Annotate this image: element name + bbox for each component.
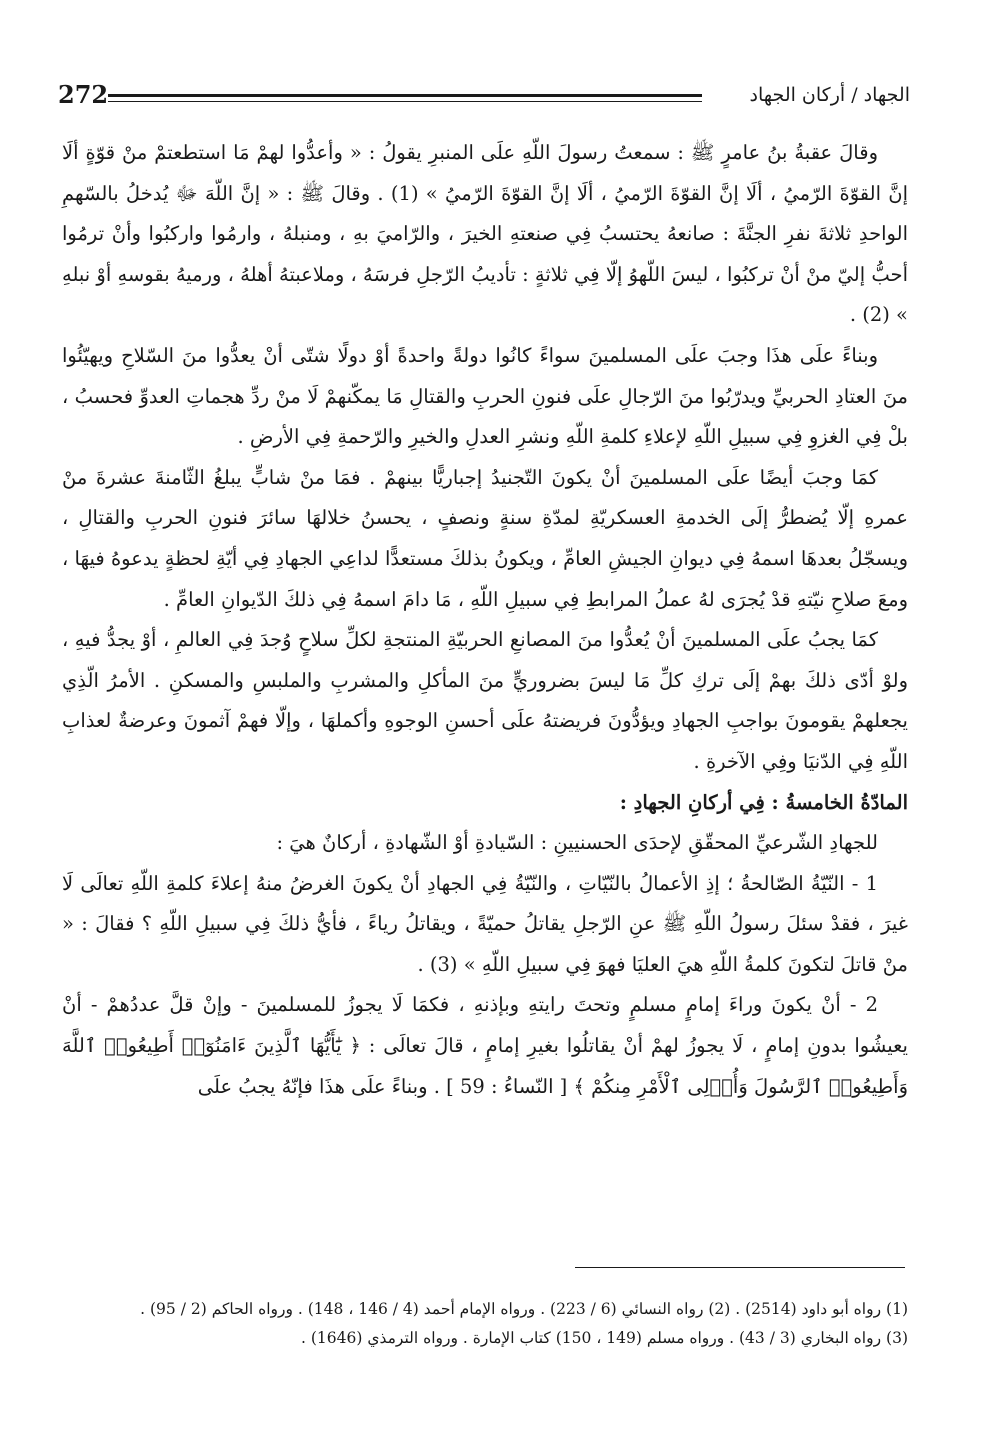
paragraph: 1 - النّيّةُ الصّالحةُ ؛ إذِ الأعمالُ بالنّيّاتِ ، والنّيّةُ فِي الجهادِ أنْ يكونَ الغرضُ منهُ إعلاءَ كلمةِ اللّهِ تعالَى لَا غيرَ ، فقدْ سئلَ رسولُ اللّهِ ﷺ عنِ الرّجلِ يقاتلُ حميّةً ، ويقاتلُ رياءً ، فأيُّ ذلكَ فِي سبيلِ اللّهِ ؟ فقالَ : « منْ قاتلَ لتكونَ كلمةُ اللّهِ هيَ العليَا فهوَ فِي سبيلِ اللّهِ » (3) .	[62, 871, 908, 976]
footnote-line: (1) رواه أبو داود (2514) . (2) رواه النسائي (6 / 223) . ورواه الإمام أحمد (4 / 146 ، 148) . ورواه الحاكم (2 / 95) .	[140, 1300, 908, 1318]
section-heading: المادّةُ الخامسةُ : فِي أركانِ الجهادِ :	[619, 790, 908, 814]
paragraph: للجهادِ الشّرعيِّ المحقّقِ لإحدَى الحسنيينِ : السّيادةِ أوْ الشّهادةِ ، أركانٌ هيَ :	[276, 831, 878, 855]
main-text	[62, 133, 908, 1107]
paragraph: وقالَ عقبةُ بنُ عامرٍ ﷺ : سمعتُ رسولَ اللّهِ علَى المنبرِ يقولُ : « وأعدُّوا لهمْ مَا استطعتمْ منْ قوّةٍ ألَا إنَّ القوّةَ الرّميُ ، ألَا إنَّ القوّةَ الرّميُ ، ألَا إنَّ القوّةَ الرّميُ » (1) . وقالَ ﷺ : « إنَّ اللّهَ ﷻ يُدخلُ بالسّهمِ الواحدِ ثلاثةَ نفرِ الجنَّةَ : صانعهُ يحتسبُ فِي صنعتهِ الخيرَ ، والرّاميَ بهِ ، ومنبلهُ ، وارمُوا واركبُوا وأنْ ترمُوا أحبُّ إليّ منْ أنْ تركبُوا ، ليسَ اللّهوُ إلّا فِي ثلاثةٍ : تأديبُ الرّجلِ فرسَهُ ، وملاعبتهُ أهلهُ ، ورميهُ بقوسهِ أوْ نبلهِ » (2) .	[62, 141, 909, 327]
footnote-line: (3) رواه البخاري (3 / 43) . ورواه مسلم (149 ، 150) كتاب الإمارة . ورواه الترمذي (1646) .	[300, 1329, 908, 1347]
footnotes	[62, 1295, 908, 1353]
paragraph: كمَا وجبَ أيضًا علَى المسلمينَ أنْ يكونَ التّجنيدُ إجباريًّا بينهمْ . فمَا منْ شابٍّ يبلغُ الثّامنةَ عشرةَ منْ عمرهِ إلّا يُضطرُّ إلَى الخدمةِ العسكريّةِ لمدّةِ سنةٍ ونصفٍ ، يحسنُ خلالهَا سائرَ فنونِ الحربِ والقتالِ ، ويسجّلُ بعدهَا اسمهُ فِي ديوانِ الجيشِ العامِّ ، ويكونُ بذلكَ مستعدًّا لداعِي الجهادِ فِي أيّةِ لحظةٍ يدعوهُ فيهَا ، ومعَ صلاحِ نيّتهِ قدْ يُجرَى لهُ عملُ المرابطِ فِي سبيلِ اللّهِ ، مَا دامَ اسمهُ فِي ذلكَ الدّيوانِ العامِّ .	[62, 465, 908, 611]
paragraph: 2 - أنْ يكونَ وراءَ إمامٍ مسلمٍ وتحتَ رايتهِ وبإذنهِ ، فكمَا لَا يجوزُ للمسلمينَ - وإنْ قلَّ عددُهمْ - أنْ يعيشُوا بدونِ إمامٍ ، لَا يجوزُ لهمْ أنْ يقاتلُوا بغيرِ إمامٍ ، قالَ تعالَى : ﴿ يَٰٓأَيُّهَا ٱلَّذِينَ ءَامَنُوٓا۟ أَطِيعُوا۟ ٱللَّهَ وَأَطِيعُوا۟ ٱلرَّسُولَ وَأُو۟لِى ٱلْأَمْرِ مِنكُمْ ﴾ [ النّساءُ : 59 ] . وبناءً علَى هذَا فإنّهُ يجبُ علَى	[62, 993, 908, 1098]
running-title: الجهاد / أركان الجهاد	[749, 84, 910, 106]
footnote-rule	[575, 1267, 905, 1268]
paragraph: وبناءً علَى هذَا وجبَ علَى المسلمينَ سواءً كانُوا دولةً واحدةً أوْ دولًا شتّى أنْ يعدُّوا منَ السّلاحِ ويهيّئُوا منَ العتادِ الحربيِّ ويدرّبُوا منَ الرّجالِ علَى فنونِ الحربِ والقتالِ مَا يمكّنهمْ لَا منْ ردِّ هجماتِ العدوِّ فحسبُ ، بلْ فِي الغزوِ فِي سبيلِ اللّهِ لإعلاءِ كلمةِ اللّهِ ونشرِ العدلِ والخيرِ والرّحمةِ فِي الأرضِ .	[62, 343, 908, 449]
header-rule-thin	[108, 101, 702, 102]
header-rule	[108, 94, 702, 97]
paragraph: كمَا يجبُ علَى المسلمينَ أنْ يُعدُّوا منَ المصانعِ الحربيّةِ المنتجةِ لكلِّ سلاحٍ وُجدَ فِي العالمِ ، أوْ يجدُّ فيهِ ، ولوْ أدّى ذلكَ بهمْ إلَى تركِ كلِّ مَا ليسَ بضروريٍّ منَ المأكلِ والمشربِ والملبسِ والمسكنِ . الأمرُ الّذِي يجعلهمْ يقومونَ بواجبِ الجهادِ ويؤدُّونَ فريضتهُ علَى أحسنِ الوجوهِ وأكملهَا ، وإلّا فهمْ آثمونَ وعرضةٌ لعذابِ اللّهِ فِي الدّنيَا وفِي الآخرةِ .	[62, 628, 908, 773]
page-number: 272	[58, 80, 109, 109]
page-header	[58, 80, 910, 114]
